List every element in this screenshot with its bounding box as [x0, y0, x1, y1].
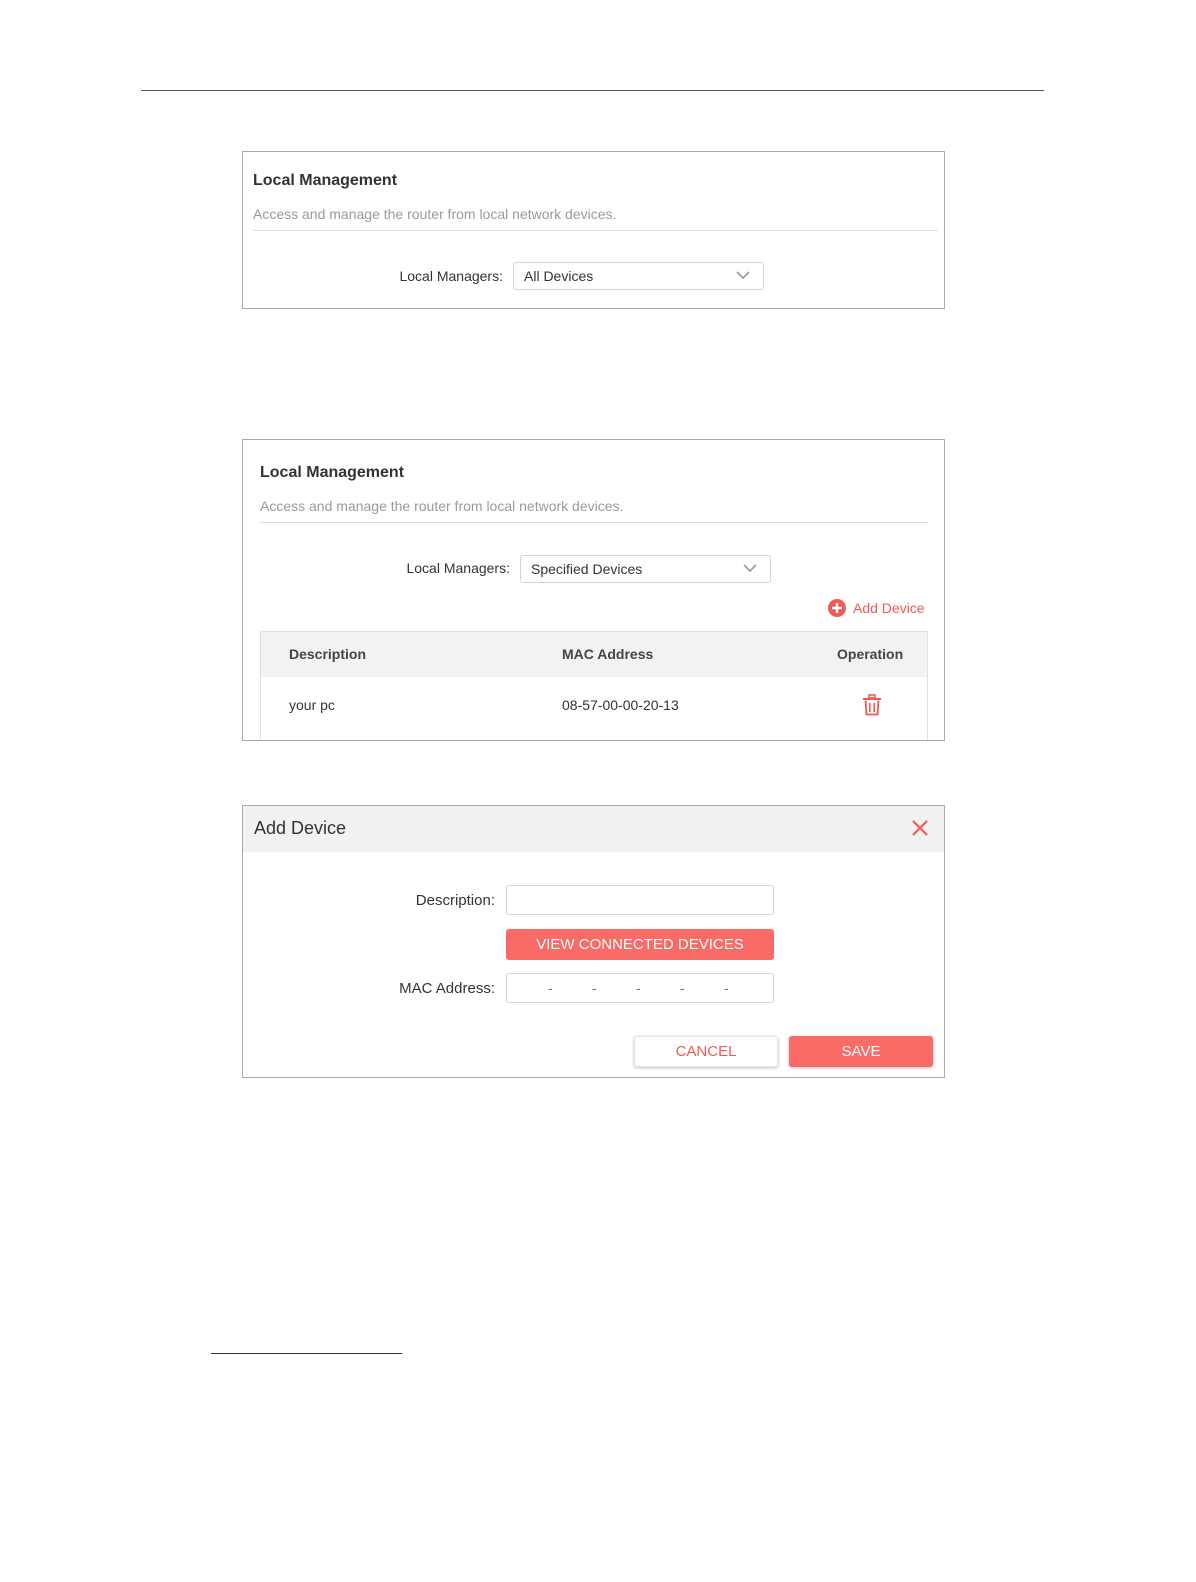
mac-separator: - — [680, 980, 685, 996]
description-label: Description: — [415, 892, 495, 909]
save-button[interactable]: SAVE — [789, 1036, 933, 1067]
add-device-dialog — [242, 805, 945, 1078]
local-managers-label: Local Managers: — [406, 560, 510, 576]
local-managers-select[interactable] — [513, 262, 764, 290]
managers-table — [260, 631, 928, 741]
view-connected-devices-button[interactable]: VIEW CONNECTED DEVICES — [506, 929, 774, 960]
mac-address-field[interactable] — [506, 973, 774, 1003]
column-header-mac: MAC Address — [562, 646, 654, 662]
chevron-down-icon — [742, 562, 758, 574]
close-icon[interactable] — [911, 819, 929, 837]
local-managers-value: Specified Devices — [531, 561, 643, 577]
mac-separator: - — [636, 980, 641, 996]
dialog-header — [243, 806, 944, 852]
panel-description: Access and manage the router from local network devices. — [260, 498, 624, 514]
panel-description: Access and manage the router from local network devices. — [253, 206, 617, 222]
page-header-rule — [141, 90, 1044, 91]
dialog-title: Add Device — [254, 818, 347, 838]
column-header-operation: Operation — [837, 646, 904, 662]
add-device-label: Add Device — [853, 600, 925, 616]
table-header — [261, 632, 927, 677]
local-managers-select[interactable] — [520, 555, 771, 583]
column-header-description: Description — [289, 646, 367, 662]
chevron-down-icon — [735, 269, 751, 281]
local-managers-label: Local Managers: — [399, 268, 503, 284]
local-management-panel-all — [242, 151, 945, 309]
panel-title: Local Management — [253, 172, 398, 189]
mac-address-label: MAC Address: — [399, 980, 495, 997]
row-description: your pc — [289, 697, 335, 713]
cancel-button[interactable]: CANCEL — [634, 1036, 778, 1067]
mac-separator: - — [548, 980, 553, 996]
row-mac-address: 08-57-00-00-20-13 — [562, 697, 679, 713]
description-field[interactable] — [506, 885, 774, 915]
plus-circle-icon — [828, 599, 846, 617]
mac-separator: - — [724, 980, 729, 996]
panel-divider — [253, 230, 938, 231]
footnote-rule — [211, 1353, 402, 1354]
local-management-panel-specified — [242, 439, 945, 741]
panel-title: Local Management — [260, 464, 405, 481]
local-managers-value: All Devices — [524, 268, 594, 284]
mac-separator: - — [592, 980, 597, 996]
panel-divider — [260, 522, 928, 523]
add-device-button[interactable] — [828, 599, 925, 617]
trash-icon[interactable] — [862, 694, 882, 716]
